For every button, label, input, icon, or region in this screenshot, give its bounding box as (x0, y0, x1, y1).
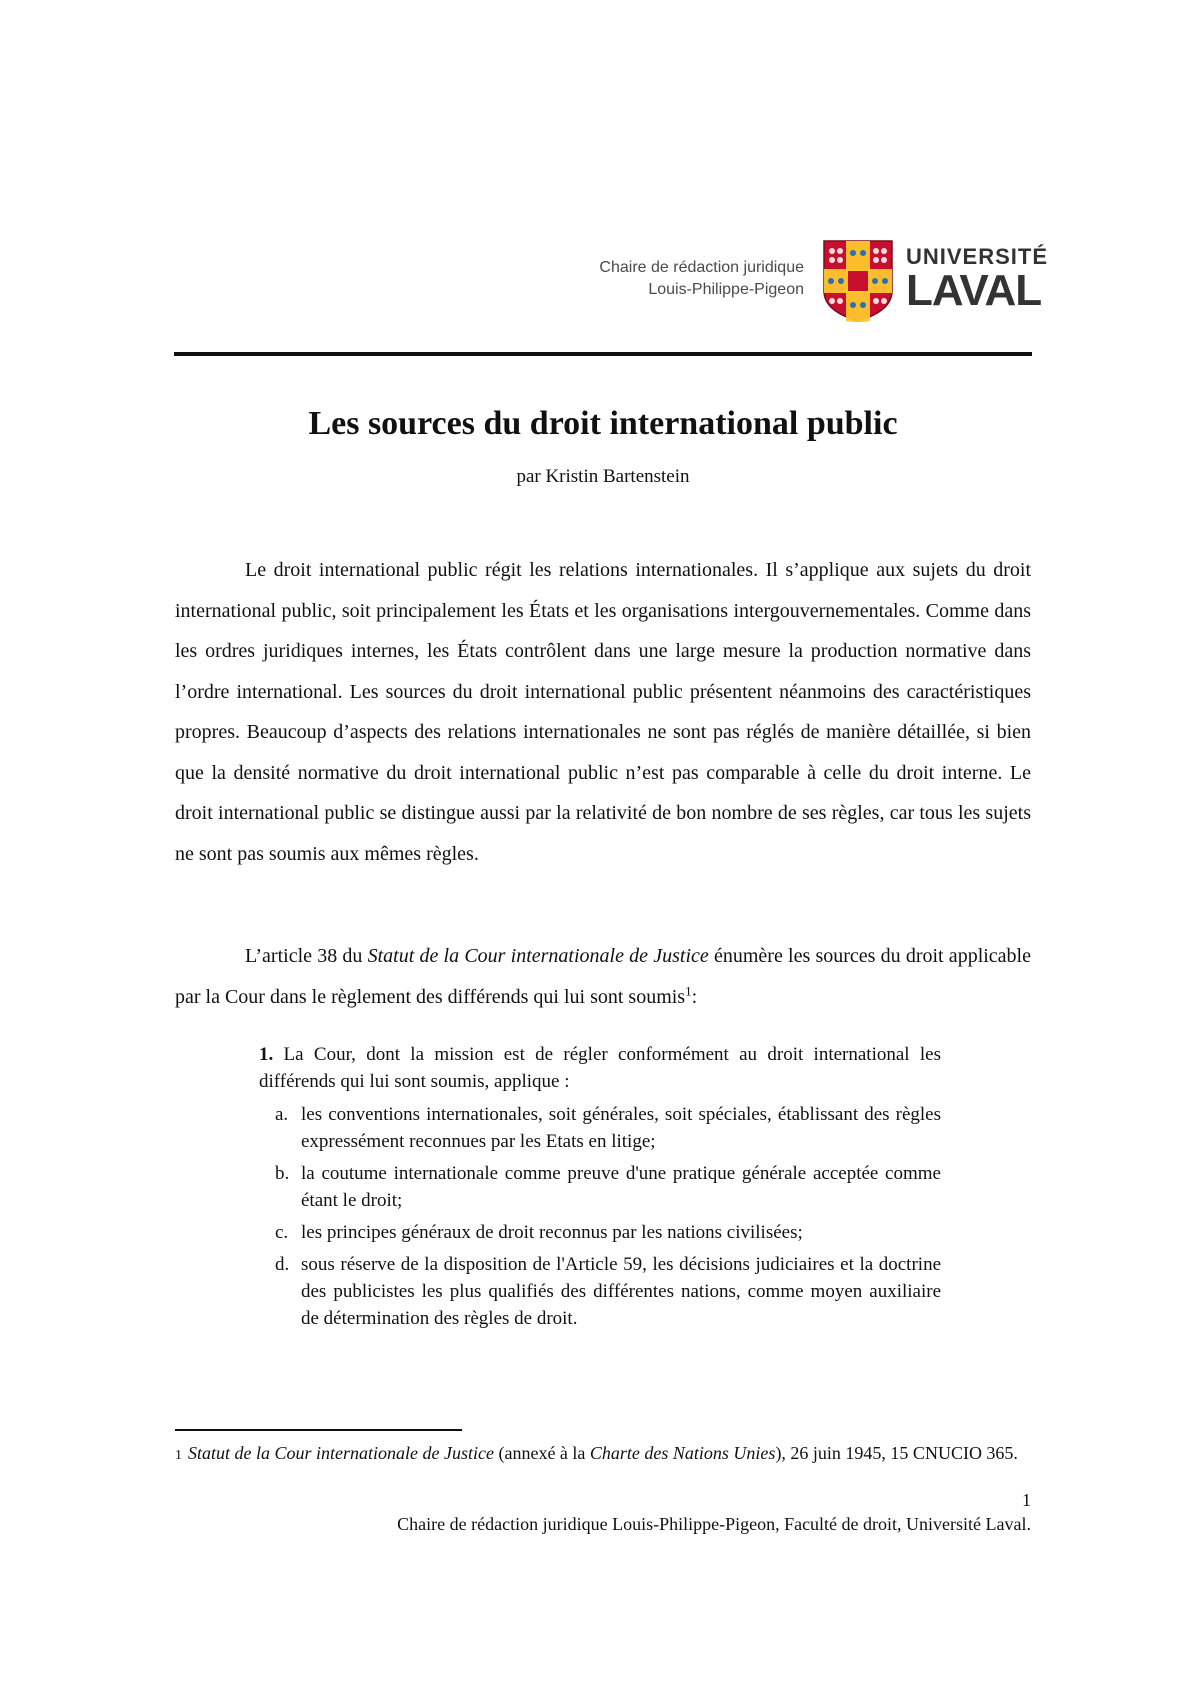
paragraph-2-after: énumère les sources du droit applicable par la Cour dans le règlement des différends qui lui sont soumis (175, 945, 1031, 1008)
quote-lead (259, 1041, 941, 1095)
chaire-line2: Louis-Philippe-Pigeon (648, 281, 804, 298)
header-rule (174, 352, 1032, 356)
university-name (906, 245, 1048, 313)
university-line2: LAVAL (906, 266, 1042, 315)
list-marker: d. (275, 1254, 290, 1275)
document-author: par Kristin Bartenstein (516, 466, 690, 487)
header-logo (570, 236, 1049, 326)
paragraph-2-before: L’article 38 du (245, 945, 368, 967)
footnote-reference[interactable]: 1 (685, 982, 692, 998)
list-item-text: les conventions internationales, soit générales, soit spéciales, établissant des règles expressément reconnues par les Etats en litige; (301, 1104, 941, 1152)
page-footer: Chaire de rédaction juridique Louis-Philippe-Pigeon, Faculté de droit, Université Laval. (397, 1514, 1031, 1534)
footnote-italic-1: Statut de la Cour internationale de Justice (188, 1443, 494, 1463)
list-marker: a. (275, 1104, 289, 1125)
list-item (259, 1160, 941, 1214)
university-line1: UNIVERSITÉ (906, 244, 1049, 269)
paragraph-2-end: : (691, 985, 698, 1008)
list-marker: c. (275, 1222, 289, 1243)
list-item (259, 1251, 941, 1332)
document-title: Les sources du droit international public (308, 405, 898, 442)
footnote-separator (175, 1429, 462, 1431)
paragraph-2 (175, 936, 1031, 1017)
list-marker: b. (275, 1163, 290, 1184)
footnote-italic-2: Charte des Nations Unies (589, 1443, 776, 1463)
list-item-text: sous réserve de la disposition de l'Article 59, les décisions judiciaires et la doctrine des publicistes les plus qualifiés des différentes nations, comme moyen auxiliaire de détermination des règles de droit. (301, 1254, 941, 1329)
list-item-text: les principes généraux de droit reconnus par les nations civilisées; (301, 1222, 803, 1243)
footnote-text-2: ), 26 juin 1945, 15 CNUCIO 365. (775, 1443, 1018, 1463)
list-item (259, 1101, 941, 1155)
chaire-name (599, 257, 804, 301)
footnote-number: 1 (175, 1448, 182, 1463)
list-item-text: la coutume internationale comme preuve d'une pratique générale acceptée comme étant le droit; (301, 1163, 941, 1211)
list-item (259, 1219, 941, 1246)
paragraph-2-statute-title: Statut de la Cour internationale de Justice (367, 945, 709, 967)
chaire-line1: Chaire de rédaction juridique (599, 259, 804, 276)
footnote-text-1: (annexé à la (493, 1443, 590, 1463)
page-number: 1 (1022, 1490, 1031, 1510)
paragraph-1: Le droit international public régit les relations internationales. Il s’applique aux sujets du droit international public, soit principalement les États et les organisations intergouvernementales. Comme dans les ordres juridiques internes, les États contrôlent dans une large mesure la production normative dans l’ordre international. Les sources du droit international public présentent néanmoins des caractéristiques propres. Beaucoup d’aspects des relations internationales ne sont pas réglés de manière détaillée, si bien que la densité normative du droit international public n’est pas comparable à celle du droit interne. Le droit international public se distingue aussi par la relativité de bon nombre de ses règles, car tous les sujets ne sont pas soumis aux mêmes règles. (175, 559, 1031, 865)
quote-number: 1. (259, 1044, 274, 1065)
quote-lead-text: La Cour, dont la mission est de régler conformément au droit international les différends qui lui sont soumis, applique : (259, 1044, 941, 1092)
quote-list (259, 1101, 941, 1332)
university-shield-icon (822, 239, 894, 323)
article-38-quote (259, 1041, 941, 1337)
footnote (175, 1441, 1031, 1468)
